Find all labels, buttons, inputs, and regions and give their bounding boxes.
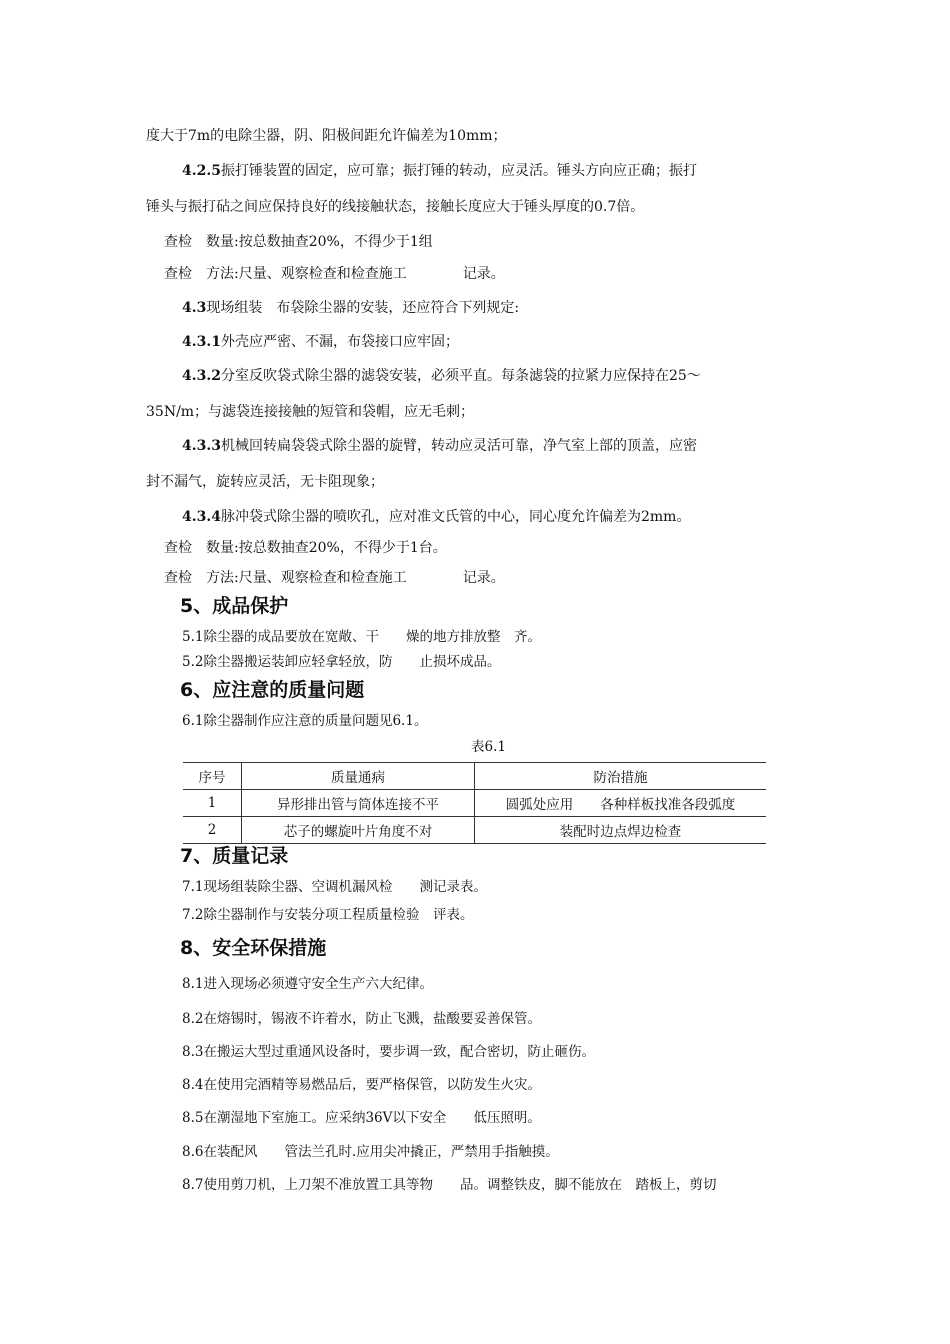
clause-4-3-4 — [182, 507, 690, 527]
table-row — [183, 790, 766, 817]
body-line: 锤头与振打砧之间应保持良好的线接触状态，接触长度应大于锤头厚度的0.7倍。 — [146, 199, 645, 215]
clause-number: 4.3.3 — [182, 438, 221, 454]
clause-4-3-1 — [182, 332, 459, 352]
clause-number: 4.3.1 — [182, 334, 221, 350]
clause-4-3-3 — [182, 436, 697, 456]
section-heading-6: 6、应注意的质量问题 — [180, 679, 365, 701]
paragraph-8-4: 8.4在使用完酒精等易燃品后，要严格保管，以防发生火灾。 — [182, 1077, 541, 1093]
paragraph-8-6: 8.6在装配风 管法兰孔时.应用尖冲撬正，严禁用手指触摸。 — [182, 1144, 559, 1160]
table-header-cell: 质量通病 — [242, 763, 475, 790]
clause-text: 现场组装 布袋除尘器的安装，还应符合下列规定: — [206, 300, 520, 316]
table-cell: 2 — [183, 817, 242, 844]
section-heading-8: 8、安全环保措施 — [180, 937, 327, 959]
paragraph-7-1: 7.1现场组装除尘器、空调机漏风检 测记录表。 — [182, 879, 487, 895]
paragraph-6-1: 6.1除尘器制作应注意的质量问题见6.1。 — [182, 713, 428, 729]
table-cell: 芯子的螺旋叶片角度不对 — [242, 817, 475, 844]
clause-4-3 — [182, 298, 519, 318]
body-line: 度大于7m的电除尘器，阴、阳极间距允许偏差为10mm； — [146, 128, 507, 144]
paragraph-8-7: 8.7使用剪刀机，上刀架不准放置工具等物 品。调整铁皮，脚不能放在 踏板上，剪切 — [182, 1177, 717, 1193]
clause-text: 振打锤装置的固定，应可靠；振打锤的转动，应灵活。锤头方向应正确；振打 — [220, 163, 697, 179]
section-heading-5: 5、成品保护 — [180, 595, 289, 617]
clause-text: 脉冲袋式除尘器的喷吹孔，应对准文氏管的中心，同心度允许偏差为2mm。 — [220, 509, 691, 525]
table-cell: 1 — [183, 790, 242, 817]
section-heading-7: 7、质量记录 — [180, 845, 289, 867]
paragraph-7-2: 7.2除尘器制作与安装分项工程质量检验 评表。 — [182, 907, 474, 923]
clause-text: 分室反吹袋式除尘器的滤袋安装，必须平直。每条滤袋的拉紧力应保持在25～ — [220, 368, 701, 384]
table-cell: 异形排出管与筒体连接不平 — [242, 790, 475, 817]
paragraph-5-2: 5.2除尘器搬运装卸应轻拿轻放，防 止损坏成品。 — [182, 654, 501, 670]
inspection-quantity: 查检 数量:按总数抽查20%，不得少于1台。 — [164, 540, 447, 556]
paragraph-8-1: 8.1进入现场必须遵守安全生产六大纪律。 — [182, 976, 433, 992]
table-caption: 表6.1 — [471, 739, 506, 755]
table-cell: 装配时边点焊边检查 — [475, 817, 767, 844]
paragraph-8-2: 8.2在熔锡时，锡液不许着水，防止飞溅，盐酸要妥善保管。 — [182, 1011, 541, 1027]
clause-number: 4.3 — [182, 300, 207, 316]
table-header-cell: 序号 — [183, 763, 242, 790]
quality-issues-table — [183, 762, 766, 844]
table-cell: 圆弧处应用 各种样板找准各段弧度 — [475, 790, 767, 817]
clause-text: 外壳应严密、不漏，布袋接口应牢固； — [220, 334, 459, 350]
inspection-quantity: 查检 数量:按总数抽查20%，不得少于1组 — [164, 234, 433, 250]
table-header-row — [183, 763, 766, 790]
paragraph-5-1: 5.1除尘器的成品要放在宽敞、干 燥的地方排放整 齐。 — [182, 629, 541, 645]
clause-number: 4.3.2 — [182, 368, 221, 384]
clause-4-2-5 — [182, 161, 697, 181]
inspection-method: 查检 方法:尺量、观察检查和检查施工 记录。 — [164, 266, 505, 282]
clause-4-3-2 — [182, 366, 701, 386]
paragraph-8-3: 8.3在搬运大型过重通风设备时，要步调一致，配合密切，防止砸伤。 — [182, 1044, 595, 1060]
inspection-method: 查检 方法:尺量、观察检查和检查施工 记录。 — [164, 570, 505, 586]
table-row — [183, 817, 766, 844]
body-line: 封不漏气，旋转应灵活，无卡阻现象； — [146, 474, 384, 490]
body-line: 35N/m；与滤袋连接接触的短管和袋帽，应无毛刺； — [146, 404, 475, 420]
table-header-cell: 防治措施 — [475, 763, 767, 790]
clause-number: 4.3.4 — [182, 509, 221, 525]
clause-number: 4.2.5 — [182, 163, 221, 179]
paragraph-8-5: 8.5在潮湿地下室施工。应采纳36V以下安全 低压照明。 — [182, 1110, 541, 1126]
clause-text: 机械回转扁袋袋式除尘器的旋臂，转动应灵活可靠，净气室上部的顶盖，应密 — [220, 438, 697, 454]
